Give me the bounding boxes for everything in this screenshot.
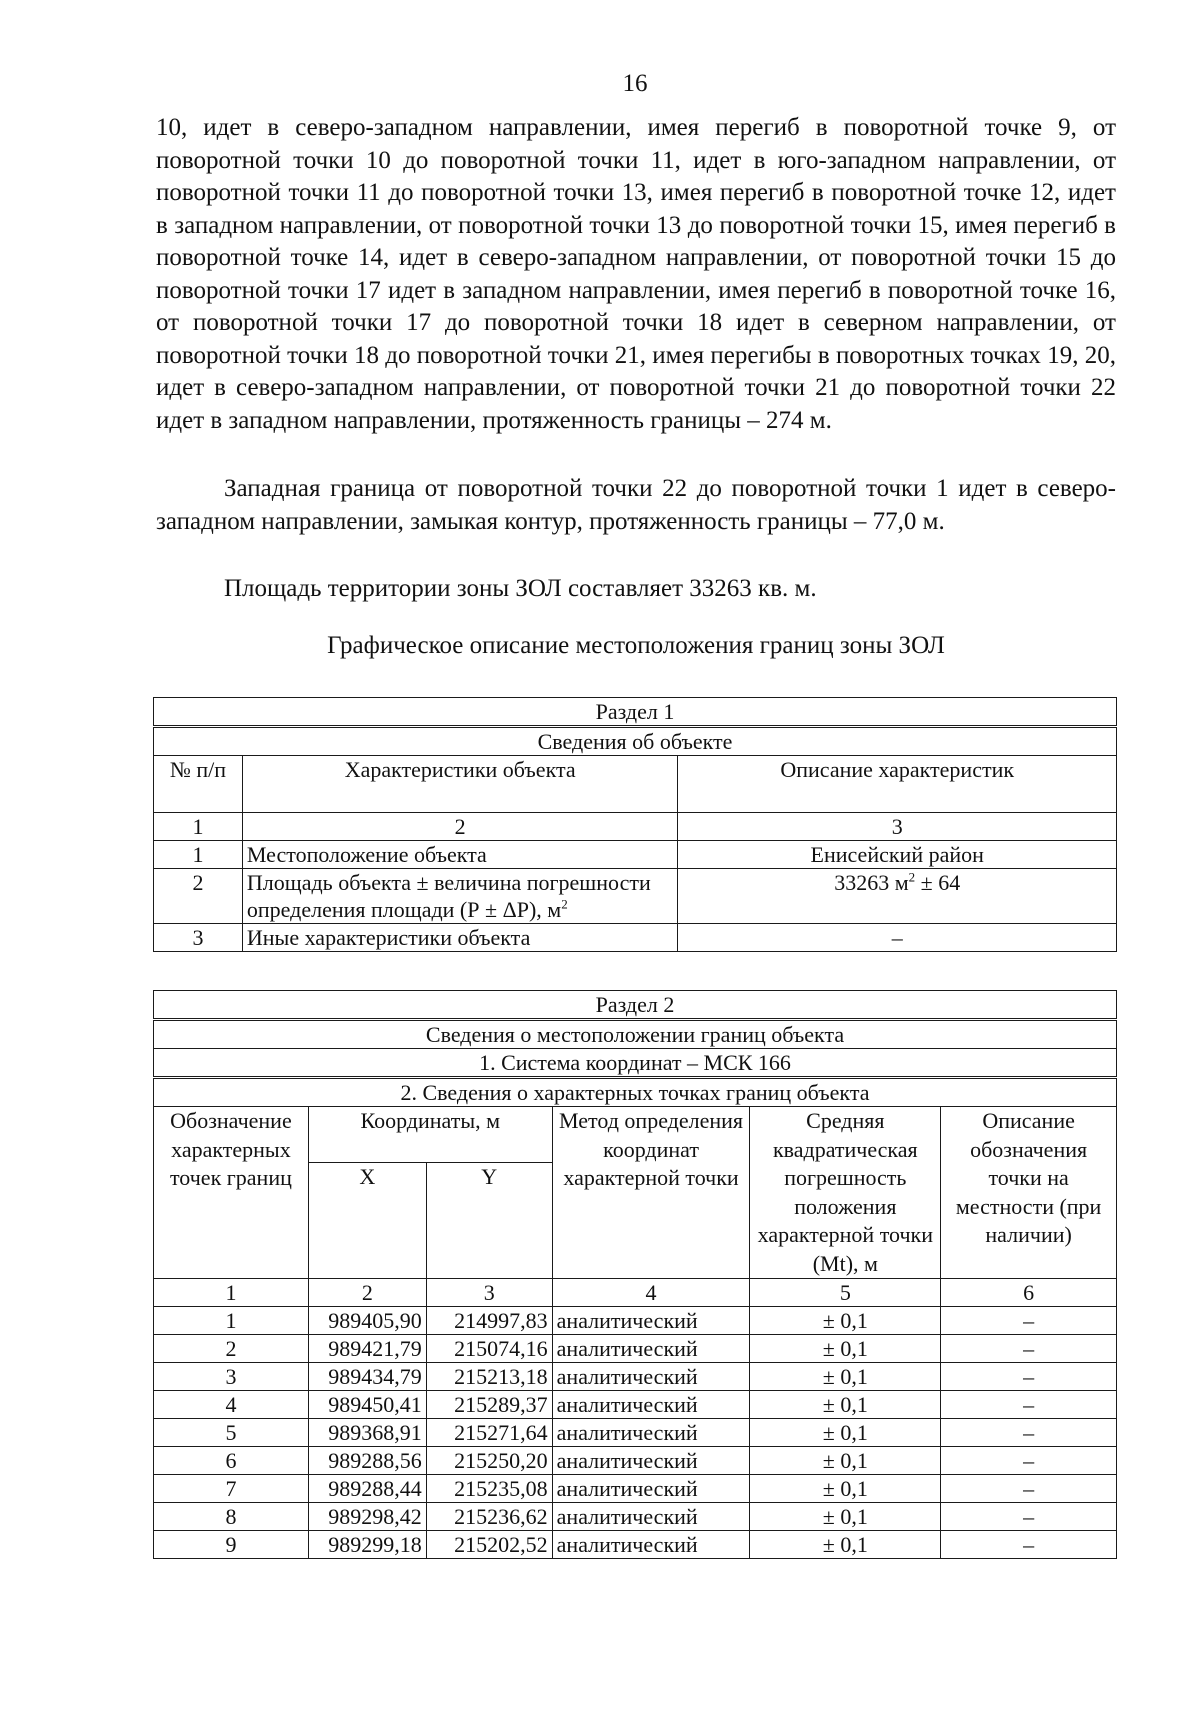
paragraph-text: Западная граница от поворотной точки 22 до поворотной точки 1 идет в северо-западном направлении, замыкая контур, протяженность границы – 77,0 м. — [156, 475, 1116, 535]
coordinate-y: 215289,37 — [426, 1391, 552, 1419]
superscript: 2 — [561, 896, 568, 912]
method: аналитический — [552, 1447, 750, 1475]
point-description: – — [941, 1475, 1117, 1503]
superscript: 2 — [908, 869, 916, 885]
point-description: – — [941, 1363, 1117, 1391]
header-description: Описание характеристик — [678, 756, 1117, 813]
header-number: № п/п — [154, 756, 243, 813]
points-table-body — [154, 1307, 1117, 1559]
point-description: – — [941, 1447, 1117, 1475]
coordinate-y: 215202,52 — [426, 1531, 552, 1559]
table-title-row — [154, 991, 1117, 1020]
error-value: ± 0,1 — [750, 1531, 941, 1559]
coordinate-y: 215213,18 — [426, 1363, 552, 1391]
coordinate-y: 215250,20 — [426, 1447, 552, 1475]
point-number: 1 — [154, 1307, 309, 1335]
method: аналитический — [552, 1307, 750, 1335]
paragraph-western-boundary — [156, 473, 1116, 538]
header-y: Y — [426, 1163, 552, 1279]
coordinate-y: 215235,08 — [426, 1475, 552, 1503]
point-number: 5 — [154, 1419, 309, 1447]
row-description: – — [678, 924, 1117, 952]
point-description: – — [941, 1391, 1117, 1419]
column-number: 5 — [750, 1279, 941, 1307]
coordinate-x: 989298,42 — [308, 1503, 426, 1531]
row-characteristic: Местоположение объекта — [242, 841, 678, 869]
column-number: 3 — [678, 813, 1117, 841]
paragraph-zone-area — [156, 573, 1116, 606]
boundary-points-table — [153, 990, 1117, 1559]
table-header-row — [154, 1107, 1117, 1163]
coordinate-x: 989288,44 — [308, 1475, 426, 1503]
error-value: ± 0,1 — [750, 1335, 941, 1363]
coord-system: 1. Система координат – МСК 166 — [154, 1049, 1117, 1078]
coordinate-y: 215236,62 — [426, 1503, 552, 1531]
column-number-row — [154, 813, 1117, 841]
paragraph-text: Площадь территории зоны ЗОЛ составляет 33263 кв. м. — [224, 575, 817, 602]
point-number: 4 — [154, 1391, 309, 1419]
method: аналитический — [552, 1503, 750, 1531]
point-number: 8 — [154, 1503, 309, 1531]
coordinate-y: 214997,83 — [426, 1307, 552, 1335]
method: аналитический — [552, 1475, 750, 1503]
column-number: 2 — [308, 1279, 426, 1307]
point-number: 3 — [154, 1363, 309, 1391]
column-number: 1 — [154, 1279, 309, 1307]
table-header-row — [154, 756, 1117, 813]
row-number: 2 — [154, 869, 243, 924]
header-characteristics: Характеристики объекта — [242, 756, 678, 813]
paragraph-text: 10, идет в северо-западном направлении, имея перегиб в поворотной точке 9, от поворотной точки 10 до поворотной точки 11, идет в юго-западном направлении, от поворотной точки 11 до поворотной точки 13, имея перегиб в поворотной точке 12, идет в западном направлении, от поворотной точки 13 до поворотной точки 15, имея перегиб в поворотной точке 14, идет в северо-западном направлении, от поворотной точки 15 до поворотной точки 17 идет в западном направлении, имея перегиб в поворотной точке 16, от поворотной точки 17 до поворотной точки 18 идет в северном направлении, от поворотной точки 18 до поворотной точки 21, имея перегибы в поворотных точках 19, 20, идет в северо-западном направлении, от поворотной точки 21 до поворотной точки 22 идет в западном направлении, протяженность границы – 274 м. — [156, 114, 1116, 434]
row-number: 3 — [154, 924, 243, 952]
table-subtitle-row — [154, 727, 1117, 756]
point-description: – — [941, 1335, 1117, 1363]
coordinate-x: 989368,91 — [308, 1419, 426, 1447]
area-label: Площадь объекта ± величина погрешности определения площади (Р ± ΔР), м — [246, 870, 651, 922]
coordinate-x: 989434,79 — [308, 1363, 426, 1391]
error-value: ± 0,1 — [750, 1447, 941, 1475]
method: аналитический — [552, 1419, 750, 1447]
point-description: – — [941, 1307, 1117, 1335]
table-title: Раздел 1 — [154, 698, 1117, 727]
paragraph-boundary-continuation — [156, 112, 1116, 437]
column-number-row — [154, 1279, 1117, 1307]
table-row — [154, 1475, 1117, 1503]
table-row — [154, 1531, 1117, 1559]
column-number: 4 — [552, 1279, 750, 1307]
table-title-row — [154, 698, 1117, 727]
point-description: – — [941, 1531, 1117, 1559]
coord-system-row — [154, 1049, 1117, 1078]
method: аналитический — [552, 1335, 750, 1363]
row-characteristic — [242, 869, 678, 924]
table-subtitle-row — [154, 1020, 1117, 1049]
header-designation: Обозначение характерных точек границ — [154, 1107, 309, 1279]
page-number: 16 — [622, 70, 648, 97]
point-number: 2 — [154, 1335, 309, 1363]
table-row — [154, 1391, 1117, 1419]
point-number: 6 — [154, 1447, 309, 1475]
table-row — [154, 841, 1117, 869]
method: аналитический — [552, 1363, 750, 1391]
row-characteristic: Иные характеристики объекта — [242, 924, 678, 952]
table-row — [154, 1363, 1117, 1391]
error-value: ± 0,1 — [750, 1363, 941, 1391]
column-number: 3 — [426, 1279, 552, 1307]
table-subtitle: Сведения об объекте — [154, 727, 1117, 756]
table-row — [154, 1335, 1117, 1363]
header-method: Метод определения координат характерной точки — [552, 1107, 750, 1279]
error-value: ± 0,1 — [750, 1503, 941, 1531]
coordinate-y: 215074,16 — [426, 1335, 552, 1363]
header-point-description: Описание обозначения точки на местности (при наличии) — [941, 1107, 1117, 1279]
coordinate-y: 215271,64 — [426, 1419, 552, 1447]
coordinate-x: 989299,18 — [308, 1531, 426, 1559]
coordinate-x: 989405,90 — [308, 1307, 426, 1335]
header-error: Средняя квадратическая погрешность положения характерной точки (Mt), м — [750, 1107, 941, 1279]
table-row — [154, 1503, 1117, 1531]
table-row — [154, 924, 1117, 952]
error-value: ± 0,1 — [750, 1391, 941, 1419]
table-row — [154, 869, 1117, 924]
point-description: – — [941, 1419, 1117, 1447]
area-value: 33263 м — [834, 870, 909, 895]
point-description: – — [941, 1503, 1117, 1531]
row-number: 1 — [154, 841, 243, 869]
point-number: 9 — [154, 1531, 309, 1559]
method: аналитический — [552, 1531, 750, 1559]
header-coordinates: Координаты, м — [308, 1107, 552, 1163]
row-description: Енисейский район — [678, 841, 1117, 869]
error-value: ± 0,1 — [750, 1419, 941, 1447]
coordinate-x: 989450,41 — [308, 1391, 426, 1419]
table-subtitle: Сведения о местоположении границ объекта — [154, 1020, 1117, 1049]
table-row — [154, 1419, 1117, 1447]
area-tolerance: ± 64 — [915, 870, 961, 895]
column-number: 2 — [242, 813, 678, 841]
point-number: 7 — [154, 1475, 309, 1503]
column-number: 6 — [941, 1279, 1117, 1307]
coordinate-x: 989288,56 — [308, 1447, 426, 1475]
section-title: Графическое описание местоположения границ зоны ЗОЛ — [327, 632, 945, 659]
points-title: 2. Сведения о характерных точках границ объекта — [154, 1078, 1117, 1107]
object-info-table — [153, 697, 1117, 952]
method: аналитический — [552, 1391, 750, 1419]
coordinate-x: 989421,79 — [308, 1335, 426, 1363]
header-x: X — [308, 1163, 426, 1279]
row-description — [678, 869, 1117, 924]
table-row — [154, 1307, 1117, 1335]
column-number: 1 — [154, 813, 243, 841]
error-value: ± 0,1 — [750, 1307, 941, 1335]
error-value: ± 0,1 — [750, 1475, 941, 1503]
table-title: Раздел 2 — [154, 991, 1117, 1020]
points-title-row — [154, 1078, 1117, 1107]
table-row — [154, 1447, 1117, 1475]
